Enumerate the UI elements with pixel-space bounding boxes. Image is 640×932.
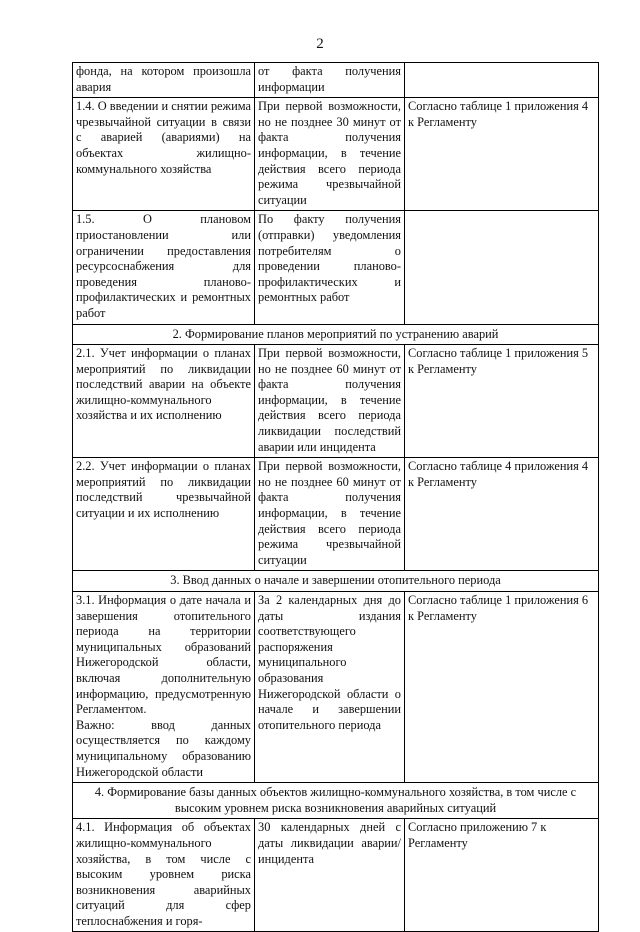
cell-reference: Согласно приложению 7 к Регламенту [405,819,599,932]
section-row [73,571,599,592]
section-heading: 3. Ввод данных о начале и завершении отопительного периода [73,571,599,592]
cell-deadline: При первой возможности, но не позднее 30 минут от факта получения информации, в течение действия всего периода режима чрезвычайной ситуации [255,98,405,211]
cell-description-note: Важно: ввод данных осуществляется по каждому муниципальному образованию Нижегородской области [76,717,251,779]
cell-description: 1.5. О плановом приостановлении или ограничении предоставления ресурсоснабжения для проведения планово-профилактических и ремонтных работ [73,211,255,324]
cell-deadline: от факта получения информации [255,63,405,98]
table-row [73,63,599,98]
cell-reference: Согласно таблице 1 приложения 4 к Регламенту [405,98,599,211]
cell-deadline: При первой возможности, но не позднее 60 минут от факта получения информации, в течение действия всего периода режима чрезвычайной ситуации [255,458,405,571]
cell-description: 1.4. О введении и снятии режима чрезвычайной ситуации в связи с аварией (авариями) на объектах жилищно-коммунального хозяйства [73,98,255,211]
section-row [73,324,599,345]
section-heading: 4. Формирование базы данных объектов жилищно-коммунального хозяйства, в том числе с высоким уровнем риска возникновения аварийных ситуаций [73,783,599,819]
cell-reference: Согласно таблице 4 приложения 4 к Регламенту [405,458,599,571]
cell-reference [405,211,599,324]
cell-reference: Согласно таблице 1 приложения 5 к Регламенту [405,345,599,458]
section-heading: 2. Формирование планов мероприятий по устранению аварий [73,324,599,345]
cell-deadline: За 2 календарных дня до даты издания соответствующего распоряжения муниципального образования Нижегородской области о начале и завершении отопительного периода [255,592,405,783]
cell-deadline: 30 календарных дней с даты ликвидации аварии/инцидента [255,819,405,932]
cell-description: фонда, на котором произошла авария [73,63,255,98]
cell-deadline: При первой возможности, но не позднее 60 минут от факта получения информации, в течение действия всего периода ликвидации последствий аварии или инцидента [255,345,405,458]
regulation-table [72,62,599,932]
table-row [73,592,599,783]
cell-description: 4.1. Информация об объектах жилищно-коммунального хозяйства, в том числе с высоким уровнем риска возникновения аварийных ситуаций для сфер теплоснабжения и горя- [73,819,255,932]
cell-deadline: По факту получения (отправки) уведомления потребителям о проведении планово-профилактических и ремонтных работ [255,211,405,324]
cell-reference: Согласно таблице 1 приложения 6 к Регламенту [405,592,599,783]
table-row [73,458,599,571]
page-number: 2 [316,36,324,52]
cell-reference [405,63,599,98]
table-row [73,819,599,932]
table-row [73,98,599,211]
table-row [73,345,599,458]
cell-description-main: 3.1. Информация о дате начала и завершения отопительного периода на территории муниципальных образований Нижегородской области, включая дополнительную информацию, предусмотренную Регламентом. [76,593,251,717]
cell-description [73,592,255,783]
cell-description: 2.2. Учет информации о планах мероприятий по ликвидации последствий чрезвычайной ситуации и их исполнению [73,458,255,571]
section-row [73,783,599,819]
table-row [73,211,599,324]
cell-description: 2.1. Учет информации о планах мероприятий по ликвидации последствий аварии на объекте жилищно-коммунального хозяйства и их исполнению [73,345,255,458]
